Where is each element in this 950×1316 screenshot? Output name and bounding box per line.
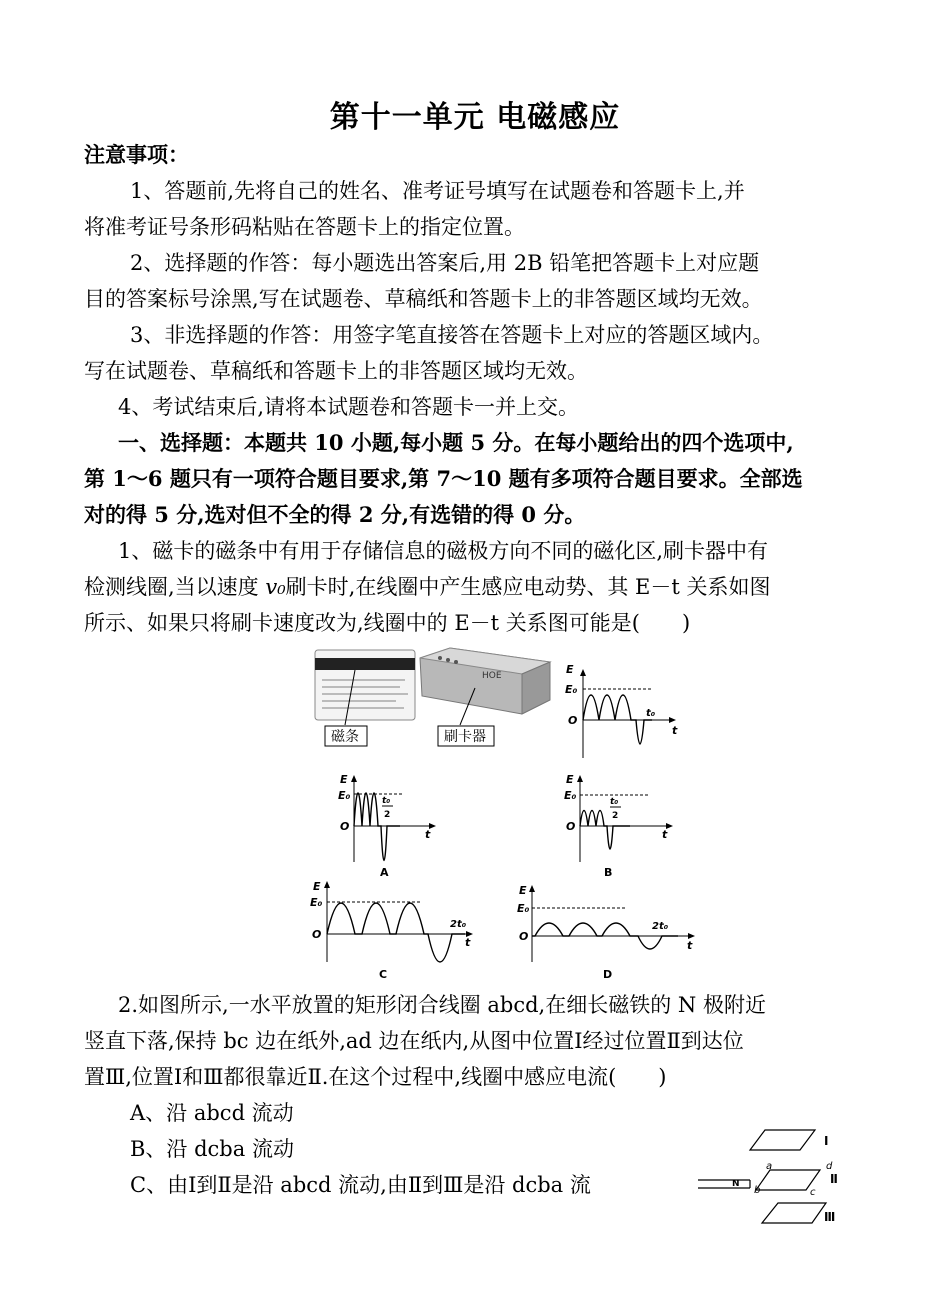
corner-c: c bbox=[810, 1187, 816, 1198]
corner-a: a bbox=[766, 1161, 773, 1172]
coil-position-3 bbox=[762, 1203, 835, 1224]
pos3-label: Ⅲ bbox=[824, 1210, 836, 1224]
coil-position-1 bbox=[750, 1130, 828, 1150]
card-reader-image bbox=[420, 648, 550, 714]
pos2-label: Ⅱ bbox=[830, 1172, 838, 1186]
label-strip: 磁条 bbox=[331, 729, 359, 745]
q2-figure bbox=[690, 1125, 850, 1230]
magnetic-card-image bbox=[315, 650, 415, 720]
orig-axis-e: E bbox=[566, 663, 574, 676]
q1-figure bbox=[300, 640, 700, 985]
option-c-label: C bbox=[379, 968, 388, 981]
notice-item-1b: 将准考证号条形码粘贴在答题卡上的指定位置。 bbox=[84, 215, 525, 239]
c-two-t0: 2t₀ bbox=[450, 919, 467, 930]
magnet-n-label: N bbox=[732, 1179, 740, 1189]
a-axis-e: E bbox=[340, 773, 348, 786]
d-axis-t: t bbox=[687, 939, 693, 952]
q1-line2-v: v₀ bbox=[265, 575, 286, 599]
corner-d: d bbox=[826, 1161, 833, 1172]
label-reader: 刷卡器 bbox=[444, 729, 486, 745]
q2-option-a: A、沿 abcd 流动 bbox=[130, 1101, 294, 1125]
q1-line2-pre: 检测线圈,当以速度 bbox=[84, 575, 266, 599]
q1-line3: 所示、如果只将刷卡速度改为,线圈中的 E－t 关系图可能是( ) bbox=[84, 611, 691, 635]
b-axis-e: E bbox=[566, 773, 574, 786]
b-half-den: 2 bbox=[612, 811, 619, 821]
section1-line1: 一、选择题：本题共 10 小题,每小题 5 分。在每小题给出的四个选项中, bbox=[118, 430, 794, 455]
notice-heading: 注意事项： bbox=[84, 142, 189, 167]
c-axis-t: t bbox=[465, 936, 471, 949]
original-et-graph bbox=[565, 663, 678, 758]
a-half-den: 2 bbox=[384, 810, 391, 820]
option-b-label: B bbox=[604, 866, 613, 879]
orig-origin: O bbox=[568, 714, 578, 727]
q2-option-c: C、由Ⅰ到Ⅱ是沿 abcd 流动,由Ⅱ到Ⅲ是沿 dcba 流 bbox=[130, 1173, 591, 1197]
d-axis-e: E bbox=[519, 884, 527, 897]
option-a-graph bbox=[338, 773, 435, 879]
a-axis-t: t bbox=[425, 828, 431, 841]
b-origin: O bbox=[566, 820, 576, 833]
page-title: 第十一单元 电磁感应 bbox=[329, 100, 621, 135]
orig-t0: t₀ bbox=[646, 708, 656, 719]
notice-item-2b: 目的答案标号涂黑,写在试题卷、草稿纸和答题卡上的非答题区域均无效。 bbox=[84, 287, 763, 311]
section1-line3: 对的得 5 分,选对但不全的得 2 分,有选错的得 0 分。 bbox=[84, 502, 586, 527]
corner-b: b bbox=[754, 1185, 761, 1196]
pos1-label: Ⅰ bbox=[824, 1134, 829, 1148]
d-two-t0: 2t₀ bbox=[652, 921, 669, 932]
orig-e0: E₀ bbox=[565, 683, 578, 696]
magnet bbox=[698, 1179, 750, 1189]
option-d-graph bbox=[517, 884, 694, 981]
b-axis-t: t bbox=[662, 828, 668, 841]
d-origin: O bbox=[519, 930, 529, 943]
q2-line2: 竖直下落,保持 bc 边在纸外,ad 边在纸内,从图中位置Ⅰ经过位置Ⅱ到达位 bbox=[84, 1029, 744, 1053]
q2-line3: 置Ⅲ,位置Ⅰ和Ⅲ都很靠近Ⅱ.在这个过程中,线圈中感应电流( ) bbox=[84, 1065, 667, 1089]
a-e0: E₀ bbox=[338, 789, 351, 802]
option-d-label: D bbox=[603, 968, 613, 981]
orig-axis-t: t bbox=[672, 724, 678, 737]
notice-item-1a: 1、答题前,先将自己的姓名、准考证号填写在试题卷和答题卡上,并 bbox=[130, 179, 745, 203]
section1-line2: 第 1～6 题只有一项符合题目要求,第 7～10 题有多项符合题目要求。全部选 bbox=[84, 466, 803, 491]
q1-line1: 1、磁卡的磁条中有用于存储信息的磁极方向不同的磁化区,刷卡器中有 bbox=[118, 539, 769, 563]
notice-item-2a: 2、选择题的作答：每小题选出答案后,用 2B 铅笔把答题卡上对应题 bbox=[130, 251, 760, 275]
notice-item-3a: 3、非选择题的作答：用签字笔直接答在答题卡上对应的答题区域内。 bbox=[130, 323, 774, 347]
notice-item-3b: 写在试题卷、草稿纸和答题卡上的非答题区域均无效。 bbox=[84, 359, 588, 383]
q1-line2-post: 刷卡时,在线圈中产生感应电动势、其 E－t 关系如图 bbox=[285, 575, 771, 599]
q2-line1: 2.如图所示,一水平放置的矩形闭合线圈 abcd,在细长磁铁的 N 极附近 bbox=[118, 993, 766, 1017]
q1-line2 bbox=[84, 572, 884, 602]
b-e0: E₀ bbox=[564, 789, 577, 802]
c-e0: E₀ bbox=[310, 896, 323, 909]
option-a-label: A bbox=[380, 866, 389, 879]
c-origin: O bbox=[312, 928, 322, 941]
reader-brand: HOE bbox=[482, 671, 502, 681]
c-axis-e: E bbox=[313, 880, 321, 893]
option-c-graph bbox=[310, 880, 472, 981]
q2-option-b: B、沿 dcba 流动 bbox=[130, 1137, 294, 1161]
option-b-graph bbox=[564, 773, 672, 879]
notice-item-4: 4、考试结束后,请将本试题卷和答题卡一并上交。 bbox=[118, 395, 580, 419]
a-half-num: t₀ bbox=[382, 796, 391, 806]
coil-position-2 bbox=[754, 1161, 838, 1198]
d-e0: E₀ bbox=[517, 902, 530, 915]
a-origin: O bbox=[340, 820, 350, 833]
b-half-num: t₀ bbox=[610, 797, 619, 807]
